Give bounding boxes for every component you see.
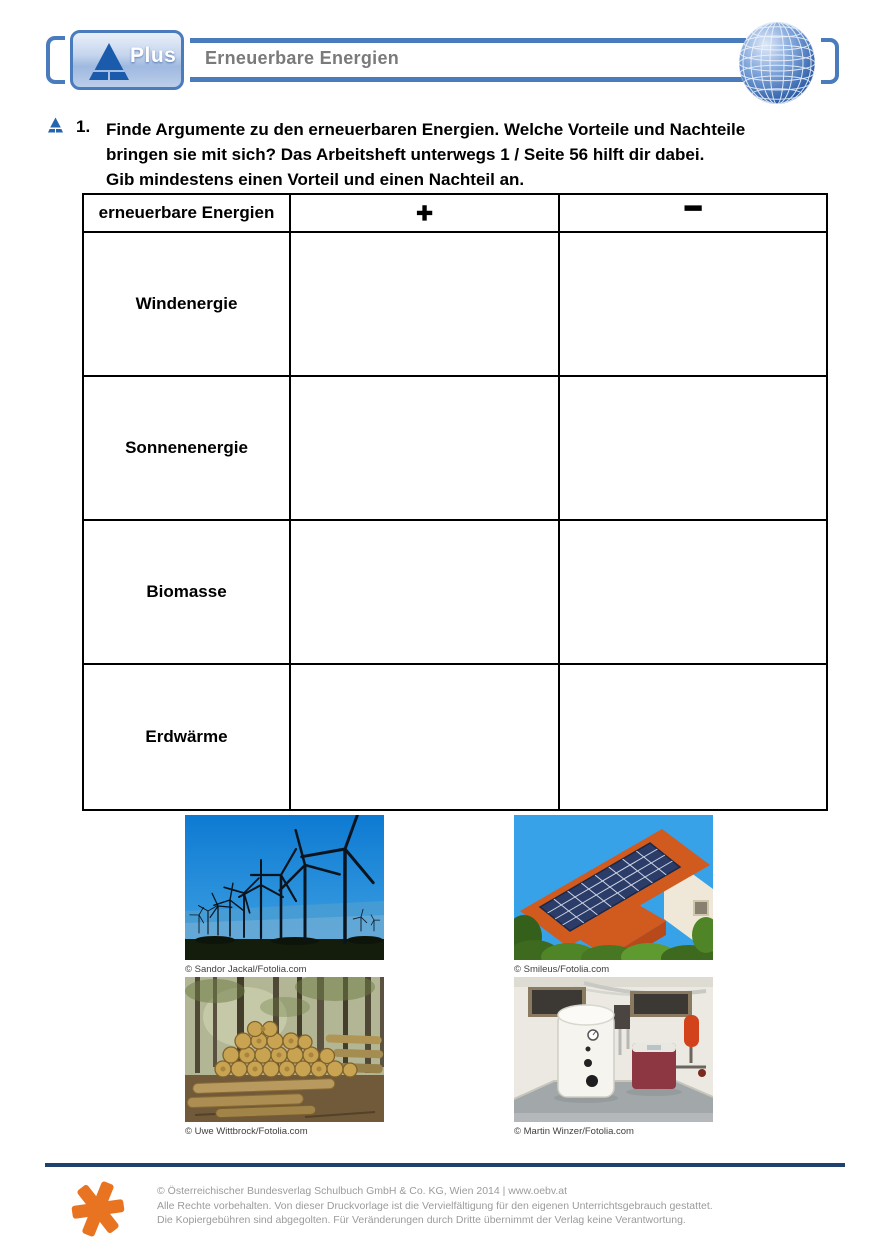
row-label-biomasse: Biomasse [84,521,291,665]
table-header-energy: erneuerbare Energien [84,195,291,233]
header-bottom-rule [190,77,746,82]
task-instruction-line: Gib mindestens einen Vorteil und einen Nachteil an. [106,170,525,189]
footer-copyright [157,1184,713,1228]
plus-logo-label: Plus [130,44,177,67]
cell-biomasse-plus [291,521,560,665]
row-label-sonnenenergie: Sonnenenergie [84,377,291,521]
task-instruction-line: Finde Argumente zu den erneuerbaren Energien. Welche Vorteile und Nachteile [106,120,746,139]
task-instruction-line: bringen sie mit sich? Das Arbeitsheft unterwegs 1 / Seite 56 hilft dir dabei. [106,145,705,164]
header-right-bracket-icon [821,38,839,84]
photo-block-wind [185,815,384,975]
task-instruction [106,117,846,192]
task-triangle-icon [47,117,64,133]
page-title: Erneuerbare Energien [205,48,400,68]
cell-sonnenenergie-minus [560,377,826,521]
photo-block-biomass [185,977,384,1137]
footer-line: © Österreichischer Bundesverlag Schulbuch GmbH & Co. KG, Wien 2014 | www.oebv.at [157,1185,568,1197]
arguments-table [82,193,828,811]
row-label-erdwaerme: Erdwärme [84,665,291,809]
cell-erdwaerme-plus [291,665,560,809]
globe-icon [736,20,818,106]
photo-credit: © Uwe Wittbrock/Fotolia.com [185,1126,308,1137]
cell-biomasse-minus [560,521,826,665]
wood-logs-photo [185,977,384,1122]
table-header-plus: + [291,195,560,233]
photo-block-heating [514,977,713,1137]
photo-credit: © Sandor Jackal/Fotolia.com [185,964,307,975]
row-label-windenergie: Windenergie [84,233,291,377]
solar-roof-photo [514,815,713,960]
header-left-bracket-icon [46,36,65,84]
cell-sonnenenergie-plus [291,377,560,521]
cell-erdwaerme-minus [560,665,826,809]
task-number: 1. [76,117,91,136]
footer-line: Die Kopiergebühren sind abgegolten. Für Veränderungen durch Dritte übernimmt der Verlag keine Verantwortung. [157,1214,686,1226]
table-header-minus: − [560,195,826,233]
wind-turbines-photo [185,815,384,960]
plus-logo [70,30,184,90]
photo-block-solar [514,815,713,975]
cell-windenergie-plus [291,233,560,377]
oebv-asterisk-logo-icon [70,1178,128,1242]
cell-windenergie-minus [560,233,826,377]
photo-credit: © Smileus/Fotolia.com [514,964,610,975]
plus-logo-triangle-icon [87,41,131,83]
header-top-rule [190,38,746,43]
footer-line: Alle Rechte vorbehalten. Von dieser Druckvorlage ist die Vervielfältigung für den eigenen Unterrichtsgebrauch gestattet. [157,1199,713,1212]
photo-credit: © Martin Winzer/Fotolia.com [514,1126,634,1137]
footer-rule [45,1163,845,1167]
heating-system-photo [514,977,713,1122]
